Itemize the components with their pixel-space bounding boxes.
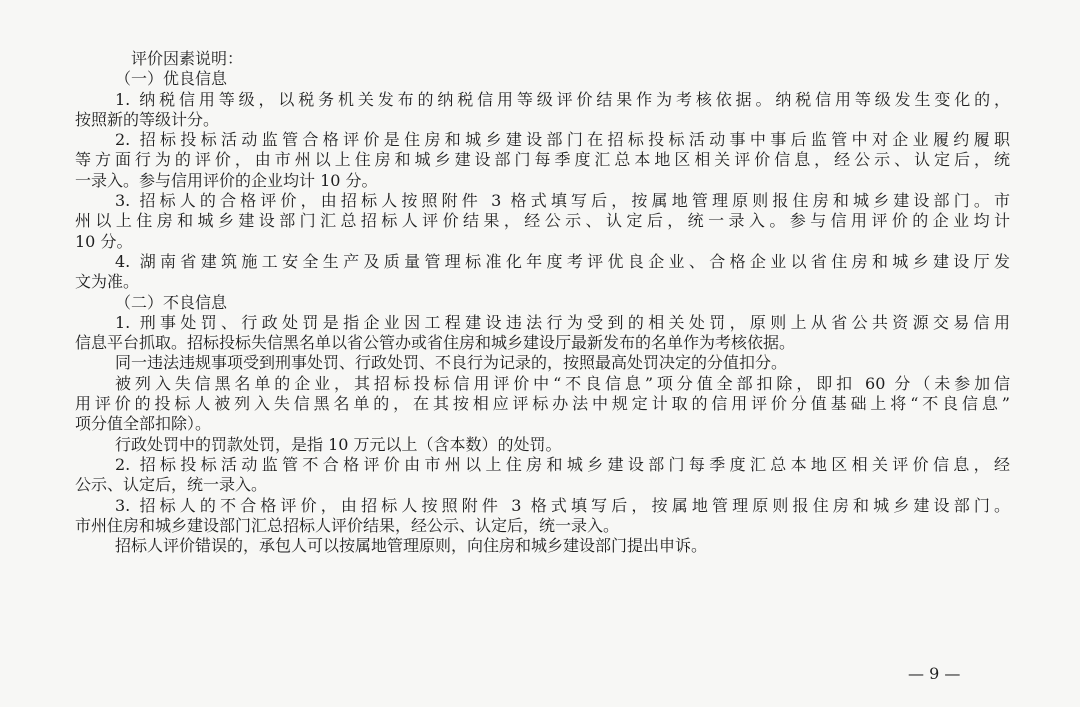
paragraph-line: 3. 招标人的合格评价，由招标人按照附件 3 格式填写后，按属地管理原则报住房和城乡建设部门。市	[115, 191, 1010, 211]
paragraph-line: 用评价的投标人被列入失信黑名单的，在其按相应评标办法中规定计取的信用评价分值基础上将“不良信息”	[75, 394, 1010, 414]
paragraph-line: 公示、认定后，统一录入。	[75, 475, 268, 495]
paragraph-line: 等方面行为的评价，由市州以上住房和城乡建设部门每季度汇总本地区相关评价信息，经公示、认定后，统	[75, 150, 1010, 170]
page-number: — 9 —	[908, 664, 961, 683]
heading: 评价因素说明：	[131, 49, 244, 68]
paragraph-line: 1. 刑事处罚、行政处罚是指企业因工程建设违法行为受到的相关处罚，原则上从省公共资源交易信用	[115, 312, 1010, 332]
section-title-good: （一）优良信息	[115, 69, 228, 89]
paragraph-line: 同一违法违规事项受到刑事处罚、行政处罚、不良行为记录的，按照最高处罚决定的分值扣分。	[115, 353, 788, 373]
paragraph-line: 一录入。参与信用评价的企业均计 10 分。	[75, 170, 378, 190]
paragraph-line: 1. 纳税信用等级，以税务机关发布的纳税信用等级评价结果作为考核依据。纳税信用等级发生变化的，	[115, 89, 1010, 109]
paragraph-line: 被列入失信黑名单的企业，其招标投标信用评价中“不良信息”项分值全部扣除，即扣 60 分（未参加信	[115, 373, 1010, 393]
paragraph-line: 按照新的等级计分。	[75, 109, 220, 129]
section-title-bad: （二）不良信息	[115, 292, 228, 312]
paragraph-line: 州以上住房和城乡建设部门汇总招标人评价结果，经公示、认定后，统一录入。参与信用评价的企业均计	[75, 211, 1010, 231]
paragraph-line: 2. 招标投标活动监管不合格评价由市州以上住房和城乡建设部门每季度汇总本地区相关评价信息，经	[115, 454, 1010, 474]
paragraph-line: 10 分。	[75, 231, 133, 251]
paragraph-line: 信息平台抓取。招标投标失信黑名单以省公管办或省住房和城乡建设厅最新发布的名单作为考核依据。	[75, 333, 796, 353]
document-body	[75, 49, 1010, 556]
paragraph-line: 4. 湖南省建筑施工安全生产及质量管理标准化年度考评优良企业、合格企业以省住房和城乡建设厅发	[115, 251, 1010, 271]
paragraph-line: 3. 招标人的不合格评价，由招标人按照附件 3 格式填写后，按属地管理原则报住房和城乡建设部门。	[115, 495, 1010, 515]
paragraph-line: 市州住房和城乡建设部门汇总招标人评价结果，经公示、认定后，统一录入。	[75, 515, 620, 535]
paragraph-line: 行政处罚中的罚款处罚，是指 10 万元以上（含本数）的处罚。	[115, 434, 562, 454]
paragraph-line: 项分值全部扣除）。	[75, 414, 212, 434]
paragraph-line: 招标人评价错误的，承包人可以按属地管理原则，向住房和城乡建设部门提出申诉。	[115, 536, 708, 556]
paragraph-line: 2. 招标投标活动监管合格评价是住房和城乡建设部门在招标投标活动事中事后监管中对企业履约履职	[115, 130, 1010, 150]
paragraph-line: 文为准。	[75, 272, 140, 292]
